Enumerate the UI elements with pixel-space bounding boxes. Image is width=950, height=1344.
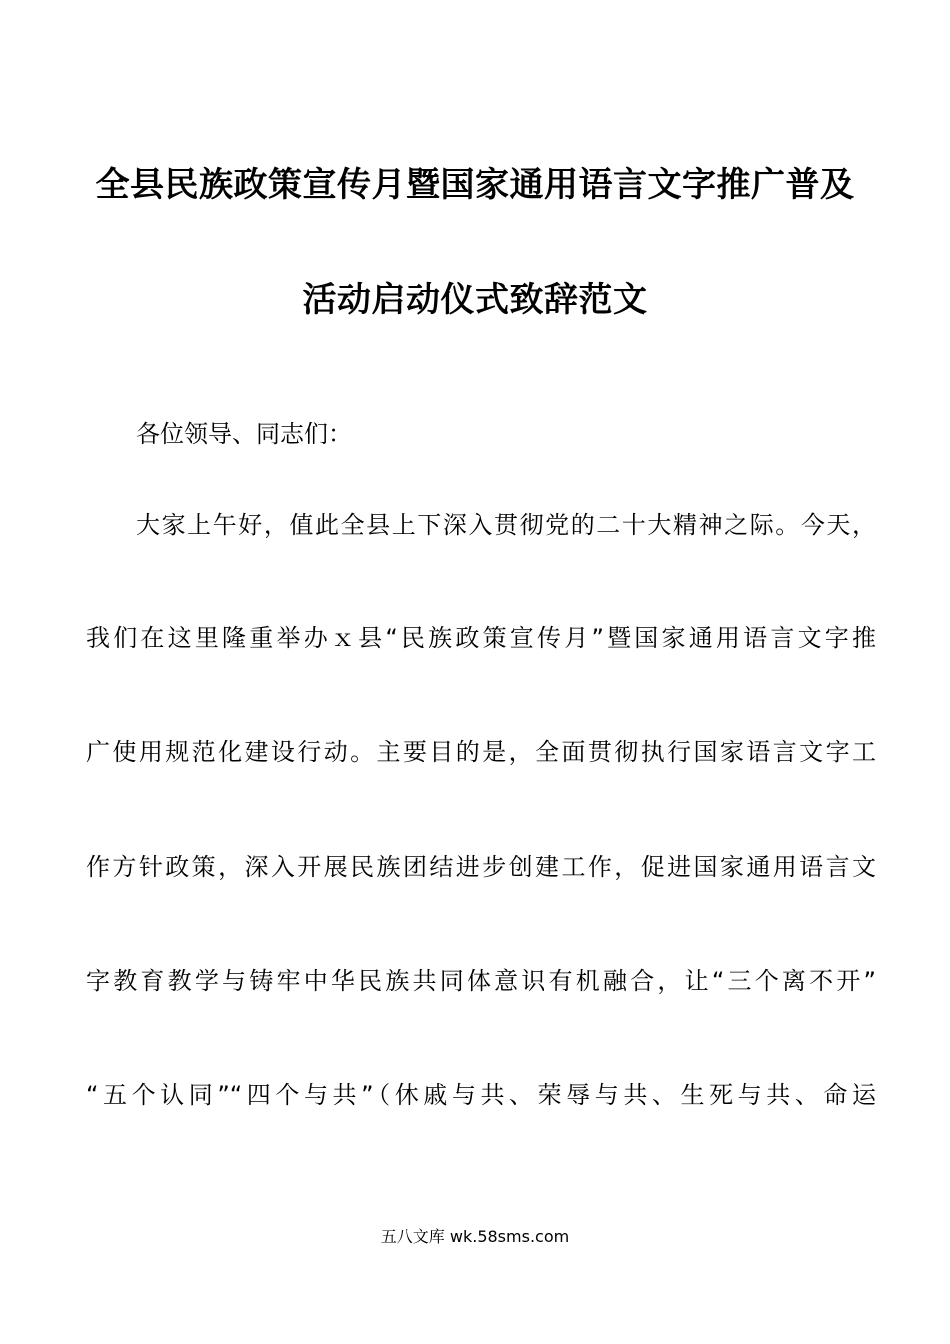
paragraph-line: 大家上午好，值此全县上下深入贯彻党的二十大精神之际。今天，: [136, 511, 876, 539]
paragraph-line: 字教育教学与铸牢中华民族共同体意识有机融合，让“三个离不开”: [86, 967, 876, 995]
paragraph-line: 作方针政策，深入开展民族团结进步创建工作，促进国家通用语言文: [86, 853, 876, 881]
paragraph-line: 广使用规范化建设行动。主要目的是，全面贯彻执行国家语言文字工: [86, 738, 876, 766]
paragraph-line: 我们在这里隆重举办ｘ县“民族政策宣传月”暨国家通用语言文字推: [86, 624, 876, 652]
paragraph-line: “五个认同”“四个与共”（休戚与共、荣辱与共、生死与共、命运: [86, 1081, 876, 1109]
document-title-line-1: 全县民族政策宣传月暨国家通用语言文字推广普及: [95, 165, 855, 205]
footer-watermark-text: 五八文库 wk.58sms.com: [380, 1227, 570, 1246]
salutation: 各位领导、同志们：: [136, 420, 352, 448]
document-title-line-2: 活动启动仪式致辞范文: [302, 280, 648, 320]
